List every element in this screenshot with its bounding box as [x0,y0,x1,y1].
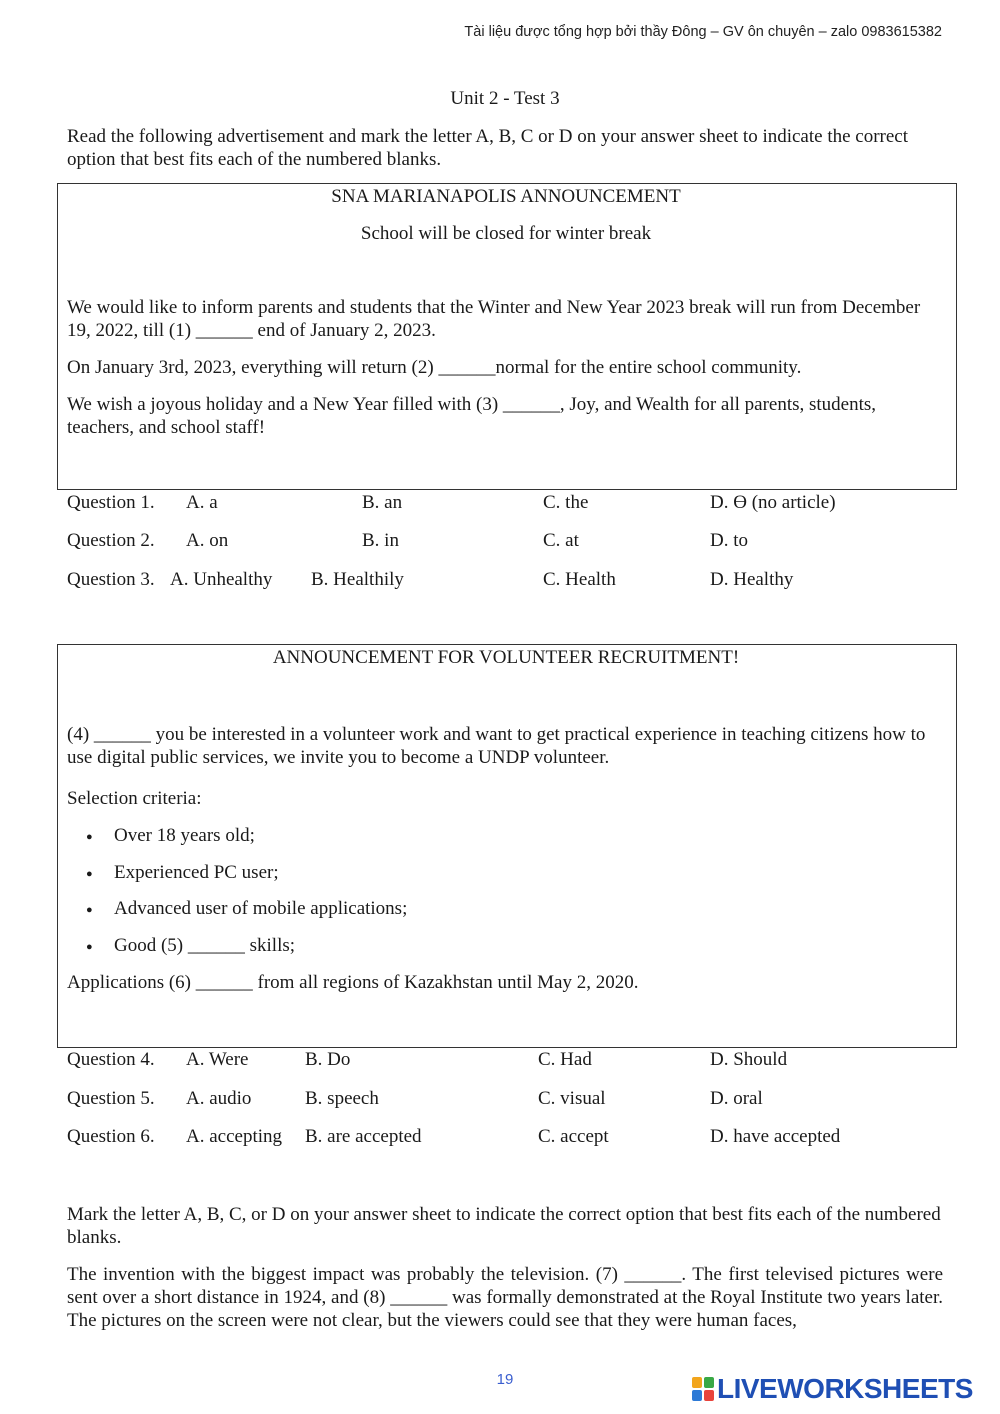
option-a[interactable]: A. audio [186,1088,252,1109]
option-b[interactable]: B. Do [305,1049,351,1070]
list-item: Advanced user of mobile applications; [114,898,408,919]
selection-criteria-label: Selection criteria: [67,788,202,809]
bullet-icon: ● [86,831,93,843]
bullet-icon: ● [86,904,93,916]
box2-paragraph-2: Applications (6) ______ from all regions of Kazakhstan until May 2, 2020. [67,972,639,993]
option-a[interactable]: A. accepting [186,1126,283,1147]
list-item: Good (5) ______ skills; [114,935,296,956]
option-b[interactable]: B. Healthily [311,569,404,590]
option-d[interactable]: D. Should [710,1049,788,1070]
bullet-icon: ● [86,941,93,953]
question-label: Question 5. [67,1088,155,1109]
option-c[interactable]: C. Had [538,1049,592,1070]
option-b[interactable]: B. in [362,530,399,551]
box2-title: ANNOUNCEMENT FOR VOLUNTEER RECRUITMENT! [272,647,740,668]
question-label: Question 4. [67,1049,155,1070]
liveworksheets-logo [692,1374,973,1404]
option-a[interactable]: A. on [186,530,229,551]
list-item: Experienced PC user; [114,862,279,883]
liveworksheets-logo-icon [692,1377,714,1401]
option-c[interactable]: C. accept [538,1126,609,1147]
question-label: Question 1. [67,492,155,513]
instructions-1: Read the following advertisement and mark the letter A, B, C or D on your answer sheet to indicate the correct option that best fits each of the numbered blanks. [67,126,909,170]
question-label: Question 2. [67,530,155,551]
option-b[interactable]: B. an [362,492,403,513]
option-d[interactable]: D. to [710,530,748,551]
option-d[interactable]: D. oral [710,1088,763,1109]
option-d[interactable]: D. have accepted [710,1126,841,1147]
liveworksheets-brand-text: LIVEWORKSHEETS [717,1373,973,1404]
list-item: Over 18 years old; [114,825,255,846]
box1-paragraph-3: We wish a joyous holiday and a New Year filled with (3) ______, Joy, and Wealth for all parents, students, teachers, and school staff! [67,394,877,438]
page-title: Unit 2 - Test 3 [450,88,560,109]
header-note: Tài liệu được tổng hợp bởi thầy Đông – GV ôn chuyên – zalo 0983615382 [464,24,942,40]
page-number: 19 [496,1371,514,1388]
box1-subtitle: School will be closed for winter break [360,223,652,244]
option-c[interactable]: C. Health [543,569,616,590]
option-d[interactable]: D. Ɵ (no article) [710,492,836,513]
option-c[interactable]: C. at [543,530,579,551]
reading-passage: The invention with the biggest impact was probably the television. (7) ______. The first televised pictures were sent over a short distance in 1924, and (8) ______ was formally demonstrated at the Royal Institute two years later. The pictures on the screen were not clear, but the viewers could see that they were human faces, [67,1264,943,1331]
box2-paragraph-1: (4) ______ you be interested in a volunteer work and want to get practical experience in teaching citizens how to use digital public services, we invite you to become a UNDP volunteer. [67,724,926,768]
option-a[interactable]: A. Were [186,1049,249,1070]
instructions-2: Mark the letter A, B, C, or D on your answer sheet to indicate the correct option that best fits each of the numbered blanks. [67,1204,941,1248]
option-c[interactable]: C. visual [538,1088,606,1109]
question-label: Question 6. [67,1126,155,1147]
option-a[interactable]: A. a [186,492,218,513]
option-d[interactable]: D. Healthy [710,569,794,590]
question-label: Question 3. [67,569,155,590]
box1-title: SNA MARIANAPOLIS ANNOUNCEMENT [331,186,681,207]
option-c[interactable]: C. the [543,492,589,513]
box1-paragraph-2: On January 3rd, 2023, everything will return (2) ______normal for the entire school community. [67,357,802,378]
option-b[interactable]: B. are accepted [305,1126,422,1147]
bullet-icon: ● [86,868,93,880]
box1-paragraph-1: We would like to inform parents and students that the Winter and New Year 2023 break will run from December 19, 2022, till (1) ______ end of January 2, 2023. [67,297,921,341]
option-b[interactable]: B. speech [305,1088,379,1109]
option-a[interactable]: A. Unhealthy [170,569,273,590]
